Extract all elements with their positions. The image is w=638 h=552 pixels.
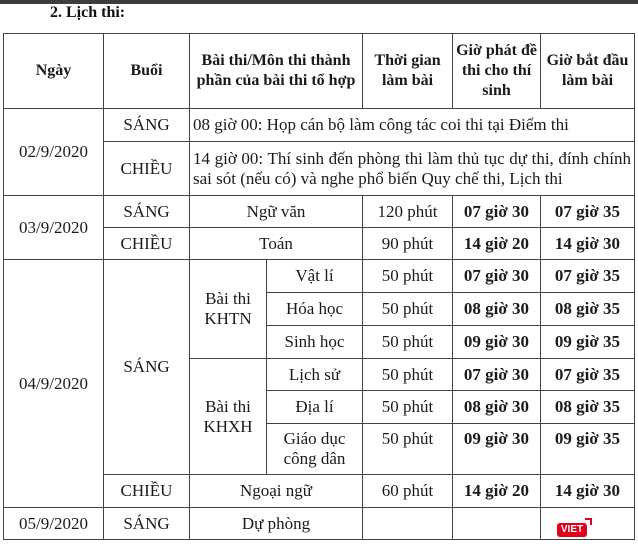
subject-cell: Ngoại ngữ <box>190 475 363 508</box>
duration-cell: 50 phút <box>363 391 453 424</box>
subject-cell: Vật lí <box>267 260 363 293</box>
section-title: 2. Lịch thi: <box>50 4 126 21</box>
date-cell: 02/9/2020 <box>4 109 104 196</box>
paper-time-cell: 08 giờ 30 <box>453 293 541 326</box>
subject-cell: Dự phòng <box>190 508 363 540</box>
note-cell: 14 giờ 00: Thí sinh đến phòng thi làm thủ tục dự thi, đính chính sai sót (nếu có) và nghe phổ biến Quy chế thi, Lịch thi <box>190 142 635 196</box>
start-time-cell: 07 giờ 35 <box>541 260 635 293</box>
start-time-cell: 07 giờ 35 <box>541 196 635 228</box>
session-cell: SÁNG <box>104 109 190 142</box>
header-day: Ngày <box>4 34 104 109</box>
paper-time-cell: 07 giờ 30 <box>453 359 541 391</box>
date-cell: 03/9/2020 <box>4 196 104 260</box>
subject-cell: Lịch sử <box>267 359 363 391</box>
session-cell: SÁNG <box>104 508 190 540</box>
session-cell: CHIỀU <box>104 142 190 196</box>
start-time-cell: 14 giờ 30 <box>541 228 635 260</box>
start-time-cell: 07 giờ 35 <box>541 359 635 391</box>
subject-cell: Giáo dục công dân <box>267 424 363 475</box>
note-cell: 08 giờ 00: Họp cán bộ làm công tác coi thi tại Điểm thi <box>190 109 635 142</box>
start-time-cell: 09 giờ 35 <box>541 326 635 359</box>
header-subject: Bài thi/Môn thi thành phần của bài thi tổ hợp <box>190 34 363 109</box>
session-cell: CHIỀU <box>104 228 190 260</box>
duration-cell: 50 phút <box>363 260 453 293</box>
start-time-cell: 14 giờ 30 <box>541 475 635 508</box>
subject-cell: Địa lí <box>267 391 363 424</box>
duration-cell: 60 phút <box>363 475 453 508</box>
duration-cell: 50 phút <box>363 359 453 391</box>
exam-schedule-table <box>3 33 635 540</box>
header-paper-time: Giờ phát đề thi cho thí sinh <box>453 34 541 109</box>
paper-time-cell: 07 giờ 30 <box>453 196 541 228</box>
subject-cell: Hóa học <box>267 293 363 326</box>
session-cell: SÁNG <box>104 260 190 475</box>
subject-cell: Ngữ văn <box>190 196 363 228</box>
table-row <box>4 260 635 293</box>
table-row <box>4 109 635 142</box>
table-row <box>4 508 635 540</box>
date-cell: 04/9/2020 <box>4 260 104 508</box>
session-cell: CHIỀU <box>104 475 190 508</box>
paper-time-cell: 14 giờ 20 <box>453 228 541 260</box>
paper-time-cell: 07 giờ 30 <box>453 260 541 293</box>
duration-cell: 90 phút <box>363 228 453 260</box>
subject-cell: Toán <box>190 228 363 260</box>
session-cell: SÁNG <box>104 196 190 228</box>
header-start-time: Giờ bắt đầu làm bài <box>541 34 635 109</box>
table-row <box>4 196 635 228</box>
paper-time-cell: 09 giờ 30 <box>453 424 541 475</box>
paper-time-cell: 08 giờ 30 <box>453 391 541 424</box>
header-duration: Thời gian làm bài <box>363 34 453 109</box>
group-cell-khxh: Bài thi KHXH <box>190 359 267 475</box>
duration-cell: 50 phút <box>363 424 453 475</box>
paper-time-cell: 09 giờ 30 <box>453 326 541 359</box>
duration-cell: 50 phút <box>363 293 453 326</box>
date-cell: 05/9/2020 <box>4 508 104 540</box>
start-time-cell: 08 giờ 35 <box>541 391 635 424</box>
duration-cell: 50 phút <box>363 326 453 359</box>
start-time-cell: 09 giờ 35 <box>541 424 635 475</box>
duration-cell: 120 phút <box>363 196 453 228</box>
start-time-cell: 08 giờ 35 <box>541 293 635 326</box>
viet-logo-icon: VIET <box>557 523 587 537</box>
header-row <box>4 34 635 109</box>
paper-time-cell: 14 giờ 20 <box>453 475 541 508</box>
duration-cell <box>363 508 453 540</box>
group-cell-khtn: Bài thi KHTN <box>190 260 267 359</box>
header-session: Buổi <box>104 34 190 109</box>
paper-time-cell <box>453 508 541 540</box>
subject-cell: Sinh học <box>267 326 363 359</box>
